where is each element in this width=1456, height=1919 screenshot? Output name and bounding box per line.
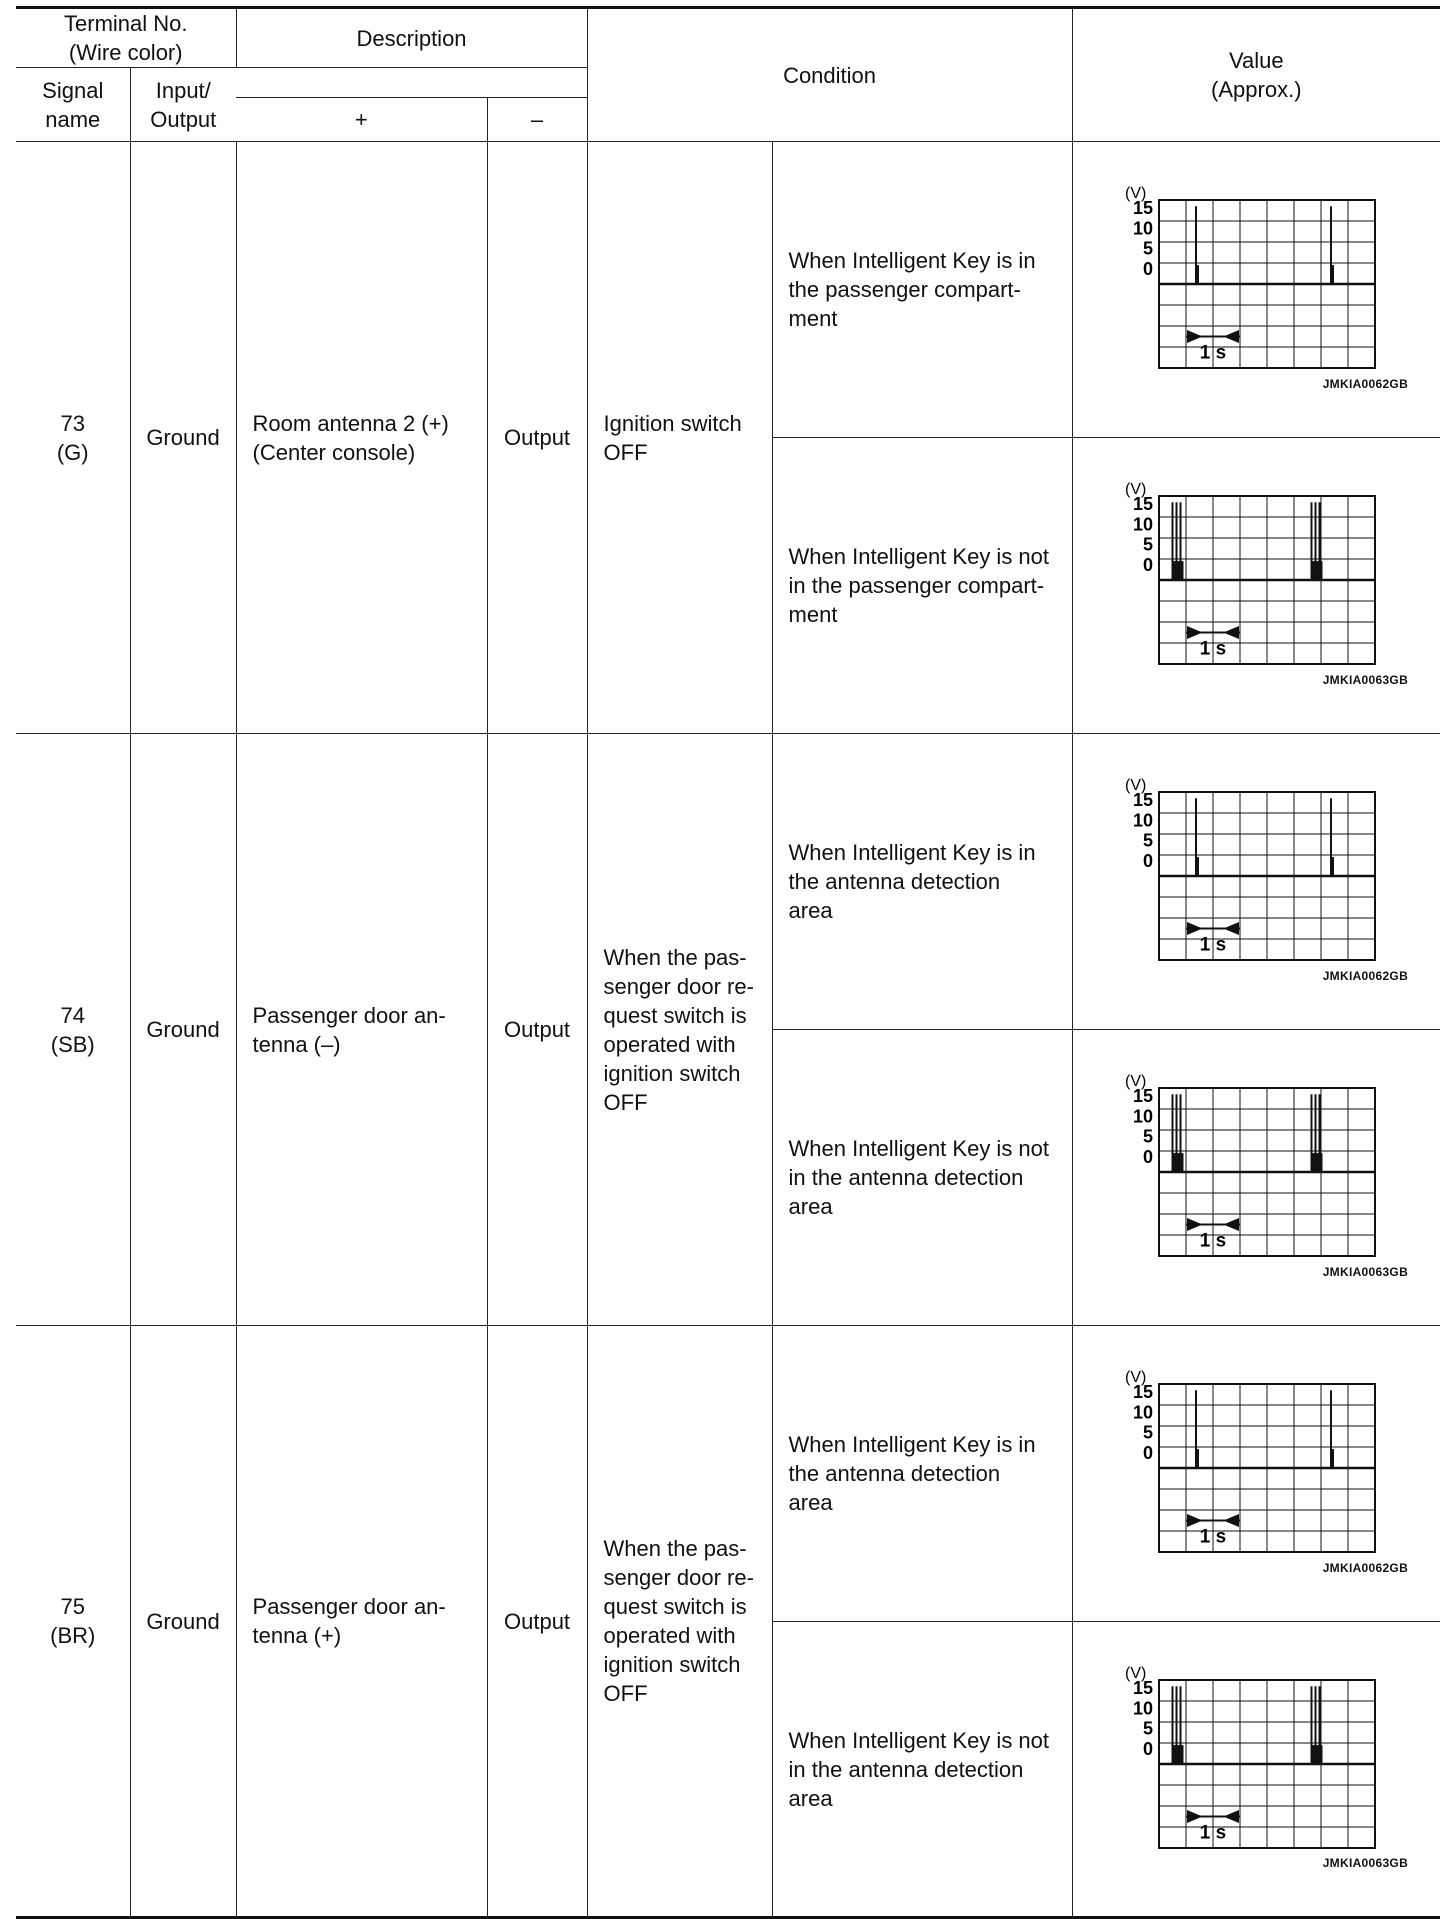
signal-trace	[1196, 798, 1333, 876]
input-output: Output	[487, 1326, 587, 1918]
terminal-minus: Ground	[130, 734, 236, 1326]
waveform-cell	[1072, 1622, 1440, 1918]
value-header: Value (Approx.)	[1072, 8, 1440, 142]
y-tick-label: 5	[1142, 534, 1153, 555]
signal-trace	[1196, 1390, 1333, 1468]
sub-condition: When Intelligent Key is in the antenna detection area	[772, 1326, 1072, 1622]
figure-code: JMKIA0062GB	[1322, 969, 1409, 983]
y-tick-label: 5	[1142, 1718, 1153, 1739]
y-tick-label: 5	[1142, 1422, 1153, 1443]
terminal-plus: 73 (G)	[16, 142, 130, 734]
signal-name: Passenger door an- tenna (+)	[236, 1326, 487, 1918]
input-output: Output	[487, 142, 587, 734]
y-tick-label: 10	[1132, 1698, 1153, 1719]
main-condition: When the pas- senger door re- quest switch is operated with ignition switch OFF	[587, 1326, 772, 1918]
y-tick-label: 0	[1142, 1442, 1153, 1463]
y-tick-label: 5	[1142, 238, 1153, 259]
figure-code: JMKIA0063GB	[1322, 673, 1409, 687]
main-condition: When the pas- senger door re- quest switch is operated with ignition switch OFF	[587, 734, 772, 1326]
sub-condition: When Intelligent Key is not in the antenna detection area	[772, 1030, 1072, 1326]
y-tick-label: 15	[1132, 198, 1153, 218]
unit-label: (V)	[1124, 481, 1146, 498]
y-tick-label: 10	[1132, 1402, 1153, 1423]
waveform-cell	[1072, 734, 1440, 1030]
time-scale-label: 1 s	[1199, 934, 1226, 956]
unit-label: (V)	[1124, 1665, 1146, 1682]
waveform-cell	[1072, 142, 1440, 438]
y-tick-label: 0	[1142, 850, 1153, 871]
y-tick-label: 10	[1132, 1106, 1153, 1127]
waveform-figure	[1119, 180, 1379, 370]
signal-trace	[1172, 1686, 1321, 1764]
y-tick-label: 0	[1142, 1146, 1153, 1167]
unit-label: (V)	[1124, 1369, 1146, 1386]
description-header: Description	[236, 8, 587, 68]
terminal-minus: Ground	[130, 1326, 236, 1918]
y-tick-label: 15	[1132, 1678, 1153, 1698]
waveform-figure	[1119, 1364, 1379, 1554]
sub-condition: When Intelligent Key is not in the passenger compart- ment	[772, 438, 1072, 734]
waveform-cell	[1072, 1030, 1440, 1326]
sub-condition: When Intelligent Key is in the antenna detection area	[772, 734, 1072, 1030]
waveform-figure	[1119, 1068, 1379, 1258]
y-tick-label: 0	[1142, 554, 1153, 575]
y-tick-label: 5	[1142, 830, 1153, 851]
terminal-spec-table	[16, 6, 1440, 1919]
terminal-plus: 74 (SB)	[16, 734, 130, 1326]
y-tick-label: 15	[1132, 790, 1153, 810]
y-tick-label: 0	[1142, 1738, 1153, 1759]
signal-trace	[1196, 206, 1333, 284]
unit-label: (V)	[1124, 1073, 1146, 1090]
waveform-cell	[1072, 438, 1440, 734]
minus-terminal-header: –	[487, 98, 587, 142]
terminal-no-header: Terminal No. (Wire color)	[16, 8, 236, 68]
y-tick-label: 15	[1132, 1382, 1153, 1402]
table-header	[16, 8, 1440, 142]
sub-condition: When Intelligent Key is not in the antenna detection area	[772, 1622, 1072, 1918]
condition-header: Condition	[587, 8, 1072, 142]
main-condition: Ignition switch OFF	[587, 142, 772, 734]
figure-code: JMKIA0062GB	[1322, 377, 1409, 391]
figure-code: JMKIA0062GB	[1322, 1561, 1409, 1575]
input-output: Output	[487, 734, 587, 1326]
terminal-minus: Ground	[130, 142, 236, 734]
figure-code: JMKIA0063GB	[1322, 1265, 1409, 1279]
waveform-figure	[1119, 1660, 1379, 1850]
table-body	[16, 142, 1440, 1918]
y-tick-label: 10	[1132, 514, 1153, 535]
signal-name: Room antenna 2 (+) (Center console)	[236, 142, 487, 734]
y-tick-label: 15	[1132, 494, 1153, 514]
signal-trace	[1172, 1094, 1321, 1172]
y-tick-label: 5	[1142, 1126, 1153, 1147]
signal-trace	[1172, 502, 1321, 580]
time-scale-label: 1 s	[1199, 1230, 1226, 1252]
y-tick-label: 0	[1142, 258, 1153, 279]
terminal-plus: 75 (BR)	[16, 1326, 130, 1918]
y-tick-label: 10	[1132, 218, 1153, 239]
y-tick-label: 10	[1132, 810, 1153, 831]
figure-code: JMKIA0063GB	[1322, 1856, 1409, 1870]
input-output-header: Input/ Output	[130, 68, 236, 142]
y-tick-label: 15	[1132, 1086, 1153, 1106]
waveform-cell	[1072, 1326, 1440, 1622]
waveform-figure	[1119, 772, 1379, 962]
unit-label: (V)	[1124, 777, 1146, 794]
sub-condition: When Intelligent Key is in the passenger compart- ment	[772, 142, 1072, 438]
time-scale-label: 1 s	[1199, 1822, 1226, 1844]
unit-label: (V)	[1124, 185, 1146, 202]
time-scale-label: 1 s	[1199, 342, 1226, 364]
signal-name: Passenger door an- tenna (–)	[236, 734, 487, 1326]
time-scale-label: 1 s	[1199, 638, 1226, 660]
waveform-figure	[1119, 476, 1379, 666]
time-scale-label: 1 s	[1199, 1526, 1226, 1548]
plus-terminal-header: +	[236, 98, 487, 142]
signal-name-header: Signal name	[16, 68, 130, 142]
